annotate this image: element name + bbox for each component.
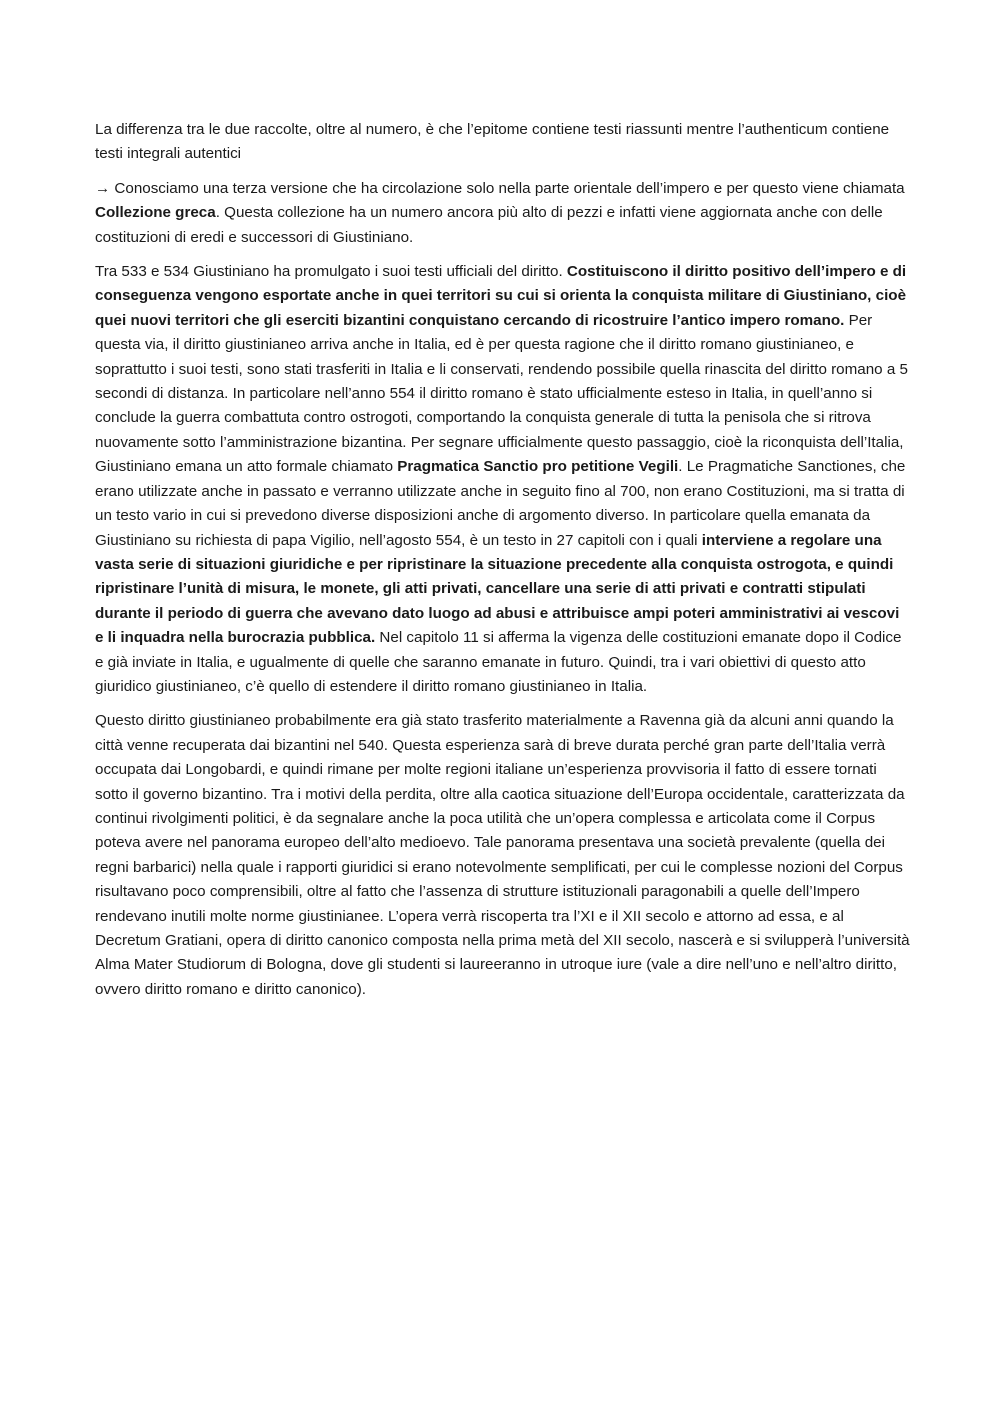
paragraph-4 (95, 709, 910, 1002)
paragraph-text: → Conosciamo una terza versione che ha circolazione solo nella parte orientale dell’impero e per questo viene chiamata (95, 179, 905, 197)
bold-passage-interventi: interviene a regolare una vasta serie di situazioni giuridiche e per ripristinare la situazione precedente alla conquista ostrogota, e quindi ripristinare l’unità di misura, le monete, gli atti privati, cancellare una serie di atti privati e contratti stipulati durante il periodo di guerra che avevano dato luogo ad abusi e attribuisce ampi poteri amministrativi ai vescovi e li inquadra nella burocrazia pubblica. (95, 531, 900, 647)
document-page (95, 118, 910, 1012)
bold-term-collezione-greca: Collezione greca (95, 204, 216, 222)
paragraph-text: . Questa collezione ha un numero ancora più alto di pezzi e infatti viene aggiornata anche con delle costituzioni di eredi e successori di Giustiniano. (95, 204, 883, 246)
paragraph-text: Tra 533 e 534 Giustiniano ha promulgato i suoi testi ufficiali del diritto. (95, 263, 567, 281)
paragraph-text: La differenza tra le due raccolte, oltre al numero, è che l’epitome contiene testi riassunti mentre l’authenticum contiene testi integrali autentici (95, 121, 890, 163)
paragraph-3 (95, 260, 910, 699)
bold-passage-diritto-positivo: Costituiscono il diritto positivo dell’impero e di conseguenza vengono esportate anche in quei territori su cui si orienta la conquista militare di Giustiniano, cioè quei nuovi territori che gli eserciti bizantini conquistano cercando di ricostruire l’antico impero romano. (95, 263, 907, 329)
paragraph-2 (95, 177, 910, 250)
paragraph-text: . Le Pragmatiche Sanctiones, che erano utilizzate anche in passato e verranno utilizzate anche in seguito fino al 700, non erano Costituzioni, ma si tratta di un testo vario in cui si prevedono diverse disposizioni anche di argomento diverso. In particolare quella emanata da Giustiniano su richiesta di papa Vigilio, nell’agosto 554, è un testo in 27 capitoli con i quali (95, 458, 906, 549)
paragraph-text: Nel capitolo 11 si afferma la vigenza delle costituzioni emanate dopo il Codice e già inviate in Italia, e ugualmente di quelle che saranno emanate in futuro. Quindi, tra i vari obiettivi di questo atto giuridico giustinianeo, c’è quello di estendere il diritto romano giustinianeo in Italia. (95, 629, 902, 695)
paragraph-1 (95, 118, 910, 167)
paragraph-text: Questo diritto giustinianeo probabilmente era già stato trasferito materialmente a Ravenna già da alcuni anni quando la città venne recuperata dai bizantini nel 540. Questa esperienza sarà di breve durata perché gran parte dell’Italia verrà occupata dai Longobardi, e quindi rimane per molte regioni italiane un’esperienza provvisoria il fatto di essere tornati sotto il governo bizantino. Tra i motivi della perdita, oltre alla caotica situazione dell’Europa occidentale, caratterizzata da continui rivolgimenti politici, è da segnalare anche la poca utilità che un’opera complessa e articolata come il Corpus poteva avere nel panorama europeo dell’alto medioevo. Tale panorama presentava una società prevalente (quella dei regni barbarici) nella quale i rapporti giuridici si erano notevolmente semplificati, per cui le complesse nozioni del Corpus risultavano poco comprensibili, oltre al fatto che l’assenza di strutture istituzionali paragonabili a quelle dell’Impero rendevano inutili molte norme giustinianee. L’opera verrà riscoperta tra l’XI e il XII secolo e attorno ad essa, e al Decretum Gratiani, opera di diritto canonico composta nella prima metà del XII secolo, nascerà e si svilupperà l’università Alma Mater Studiorum di Bologna, dove gli studenti si laureeranno in utroque iure (vale a dire nell’uno e nell’altro diritto, ovvero diritto romano e diritto canonico). (95, 712, 910, 998)
paragraph-text: Per questa via, il diritto giustinianeo arriva anche in Italia, ed è per questa ragione che il diritto romano giustinianeo, e soprattutto i suoi testi, sono stati trasferiti in Italia e li conservati, rendendo possibile quella rinascita del diritto romano a 5 secondi di distanza. In particolare nell’anno 554 il diritto romano è stato ufficialmente esteso in Italia, in quell’anno si conclude la guerra combattuta contro ostrogoti, comportando la conquista generale di tutta la penisola che si ritrova nuovamente sotto l’amministrazione bizantina. Per segnare ufficialmente questo passaggio, cioè la riconquista dell’Italia, Giustiniano emana un atto formale chiamato (95, 311, 908, 476)
bold-term-pragmatica-sanctio: Pragmatica Sanctio pro petitione Vegili (397, 458, 679, 476)
